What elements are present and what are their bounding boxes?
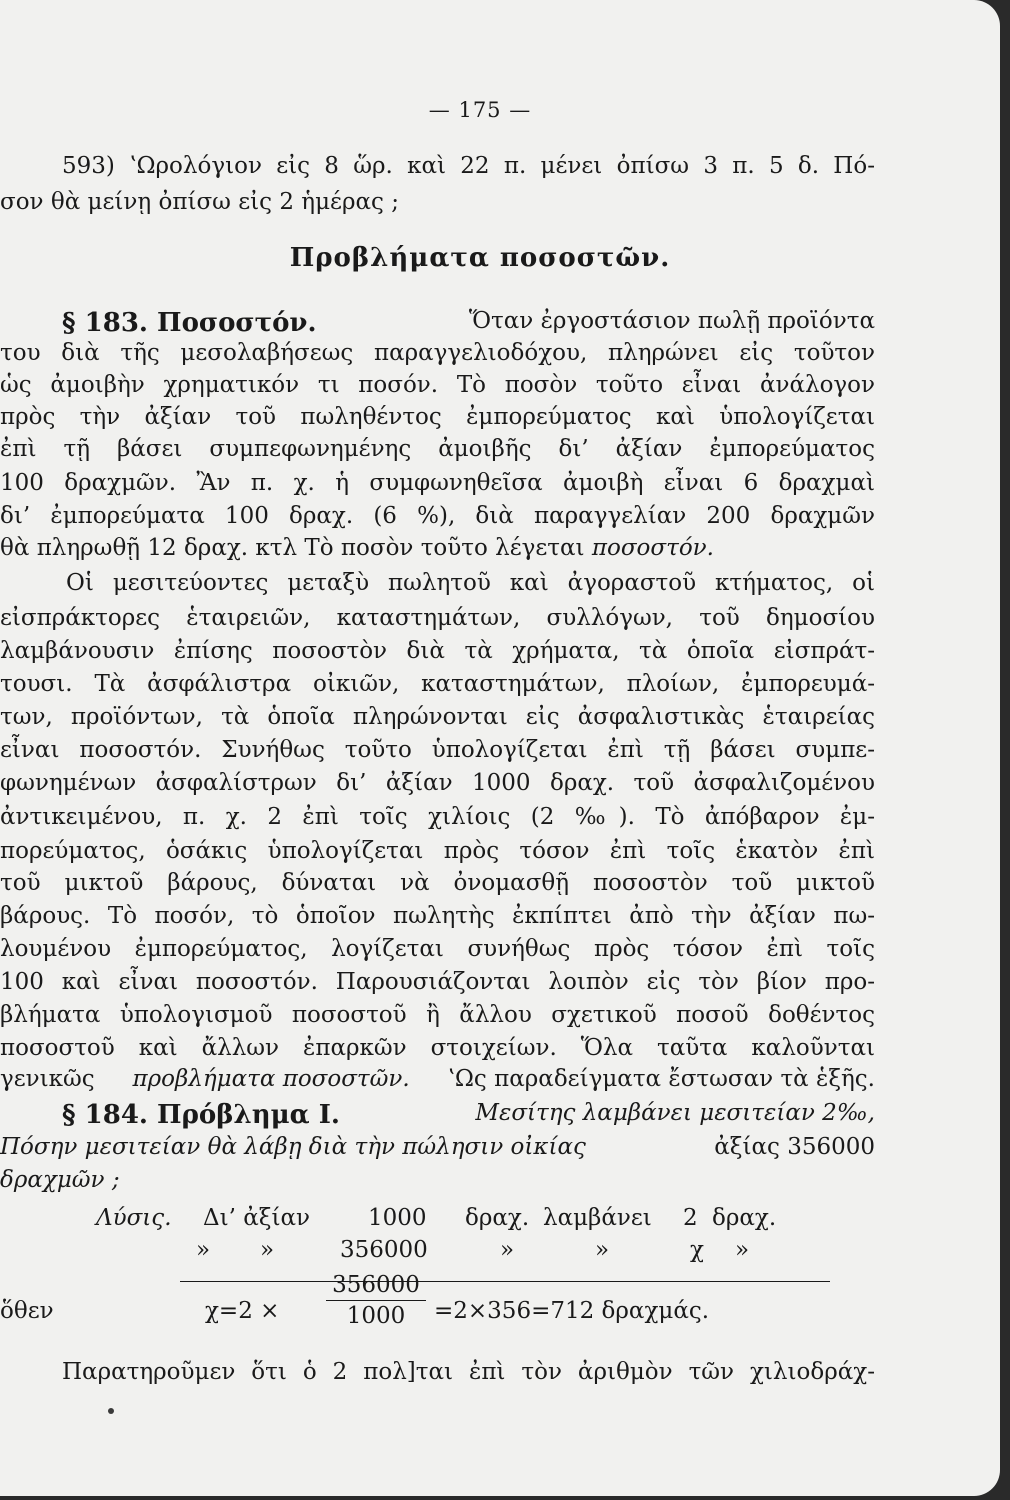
page-number: — 175 — xyxy=(428,98,532,122)
solution-row-1-amount: 2 xyxy=(683,1205,698,1231)
section-184-line-3: δραχμῶν ; xyxy=(0,1167,120,1193)
solution-row-1-unit-2: δραχ. xyxy=(712,1205,777,1231)
equation-result: =2×356=712 δραχμάς. xyxy=(434,1298,710,1324)
section-183-line: 100 δραχμῶν. Ἂν π. χ. ἡ συμφωνηθεῖσα ἀμοιβὴ εἶναι 6 δραχμαὶ xyxy=(0,470,875,496)
section-184-problem-text: Πόσην μεσιτείαν θὰ λάβῃ διὰ τὴν πώλησιν οἰκίας xyxy=(0,1134,586,1160)
solution-row-2-ditto: » xyxy=(196,1237,211,1263)
fraction-numerator: 356000 xyxy=(326,1272,426,1301)
solution-label: Λύσις. xyxy=(96,1205,172,1231)
paragraph-2-line: Οἱ μεσιτεύοντες μεταξὺ πωλητοῦ καὶ ἀγοραστοῦ κτήματος, οἱ xyxy=(66,570,875,596)
section-183-line: πρὸς τὴν ἀξίαν τοῦ πωληθέντος ἐμπορεύματος καὶ ὑπολογίζεται xyxy=(0,404,875,430)
paragraph-2-line: ποσοστοῦ καὶ ἄλλων ἐπαρκῶν στοιχείων. Ὅλα ταῦτα καλοῦνται xyxy=(0,1035,875,1061)
section-heading: Προβλήματα ποσοστῶν. xyxy=(289,243,671,273)
solution-row-2-value: 356000 xyxy=(340,1237,428,1263)
paragraph-2-line: φωνημένων ἀσφαλίστρων δι’ ἀξίαν 1000 δραχ. τοῦ ἀσφαλιζομένου xyxy=(0,770,875,796)
paragraph-2-last-line xyxy=(0,1068,875,1091)
solution-row-1-verb: λαμβάνει xyxy=(543,1205,652,1231)
term-pososton: ποσοστόν. xyxy=(591,535,714,561)
solution-row-2-ditto: » xyxy=(735,1237,750,1263)
term-problimata-pososton: προβλήματα ποσοστῶν. xyxy=(132,1066,410,1092)
paragraph-2-line: τουσι. Τὰ ἀσφάλιστρα οἰκιῶν, καταστημάτων, πλοίων, ἐμπορευμά- xyxy=(0,671,875,697)
paragraph-2-line: 100 καὶ εἶναι ποσοστόν. Παρουσιάζονται λοιπὸν εἰς τὸν βίον προ- xyxy=(0,969,875,995)
equation-lhs: χ=2 × xyxy=(205,1298,280,1324)
section-184-first-line xyxy=(62,1102,875,1128)
solution-row-2-ditto: » xyxy=(595,1237,610,1263)
paragraph-2-line: βάρους. Τὸ ποσόν, τὸ ὁποῖον πωλητὴς ἐκπίπτει ἀπὸ τὴν ἀξίαν πω- xyxy=(0,903,875,929)
section-183-title: § 183. Ποσοστόν. xyxy=(62,308,317,338)
paragraph-2-line: ἀντικειμένου, π. χ. 2 ἐπὶ τοῖς χιλίοις (2 ‰). Τὸ ἀπόβαρον ἐμ- xyxy=(0,804,875,830)
section-183-line: δι’ ἐμπορεύματα 100 δραχ. (6 %), διὰ παραγγελίαν 200 δραχμῶν xyxy=(0,503,875,529)
paragraph-2-line: λουμένου ἐμπορεύματος, λογίζεται συνήθως πρὸς τόσον ἐπὶ τοῖς xyxy=(0,936,875,962)
section-183-first-line-text: Ὅταν ἐργοστάσιον πωλῇ προϊόντα xyxy=(468,308,875,334)
paragraph-2-line: εἶναι ποσοστόν. Συνήθως τοῦτο ὑπολογίζεται ἐπὶ τῇ βάσει συμπε- xyxy=(0,737,875,763)
section-183-line: ὡς ἀμοιβὴν χρηματικόν τι ποσόν. Τὸ ποσὸν τοῦτο εἶναι ἀνάλογον xyxy=(0,372,875,398)
section-183-line: του διὰ τῆς μεσολαβήσεως παραγγελιοδόχου, πληρώνει εἰς τοῦτον xyxy=(0,340,875,366)
section-183-first-line xyxy=(62,310,875,336)
problem-593-line-1: 593) ʽΩρολόγιον εἰς 8 ὥρ. καὶ 22 π. μένει ὀπίσω 3 π. 5 δ. Πό- xyxy=(62,153,875,179)
paragraph-2-last-line-text: ʽΩς παραδείγματα ἔστωσαν τὰ ἑξῆς. xyxy=(447,1066,875,1092)
solution-row-1-text: Δι’ ἀξίαν xyxy=(203,1205,310,1231)
paragraph-2-line: λαμβάνουσιν ἐπίσης ποσοστὸν διὰ τὰ χρήματα, τὰ ὁποῖα εἰσπράτ- xyxy=(0,638,875,664)
section-183-line: ἐπὶ τῇ βάσει συμπεφωνημένης ἀμοιβῆς δι’ ἀξίαν ἐμπορεύματος xyxy=(0,436,875,462)
fraction xyxy=(326,1272,426,1329)
paragraph-2-line: τοῦ μικτοῦ βάρους, δύναται νὰ ὀνομασθῇ ποσοστὸν τοῦ μικτοῦ xyxy=(0,870,875,896)
solution-row-2-ditto: » xyxy=(500,1237,515,1263)
paragraph-2-line: εἰσπράκτορες ἑταιρειῶν, καταστημάτων, συλλόγων, τοῦ δημοσίου xyxy=(0,605,875,631)
paragraph-2-line: πορεύματος, ὁσάκις ὑπολογίζεται πρὸς τόσον ἐπὶ τοῖς ἑκατὸν ἐπὶ xyxy=(0,838,875,864)
closing-line: Παρατηροῦμεν ὅτι ὁ 2 πολ]ται ἐπὶ τὸν ἀριθμὸν τῶν χιλιοδράχ- xyxy=(62,1359,875,1385)
ink-speck xyxy=(108,1408,114,1414)
paragraph-2-line: των, προϊόντων, τὰ ὁποῖα πληρώνονται εἰς ἀσφαλιστικὰς ἑταιρείας xyxy=(0,704,875,730)
solution-row-1-value: 1000 xyxy=(368,1205,427,1231)
solution-divider-rule xyxy=(180,1281,830,1282)
problem-593-line-2: σον θὰ μείνῃ ὀπίσω εἰς 2 ἡμέρας ; xyxy=(0,189,399,215)
section-183-last-line xyxy=(0,537,714,560)
section-183-last-line-text: θὰ πληρωθῇ 12 δραχ. κτλ Τὸ ποσὸν τοῦτο λέγεται xyxy=(0,535,585,561)
section-184-problem-value: ἀξίας 356000 xyxy=(714,1134,875,1160)
section-184-title: § 184. Πρόβλημα I. xyxy=(62,1100,340,1130)
solution-row-2-ditto: » xyxy=(260,1237,275,1263)
section-184-problem-text: Μεσίτης λαμβάνει μεσιτείαν 2‰, xyxy=(475,1100,875,1126)
solution-row-2-unknown: χ xyxy=(690,1237,704,1263)
paragraph-2-word-genikos: γενικῶς xyxy=(0,1066,95,1092)
fraction-denominator: 1000 xyxy=(346,1303,406,1329)
section-184-line-2 xyxy=(0,1136,875,1159)
hence-word: ὅθεν xyxy=(0,1298,54,1324)
paragraph-2-line: βλήματα ὑπολογισμοῦ ποσοστοῦ ἢ ἄλλου σχετικοῦ ποσοῦ δοθέντος xyxy=(0,1002,875,1028)
solution-row-1-unit: δραχ. xyxy=(465,1205,530,1231)
